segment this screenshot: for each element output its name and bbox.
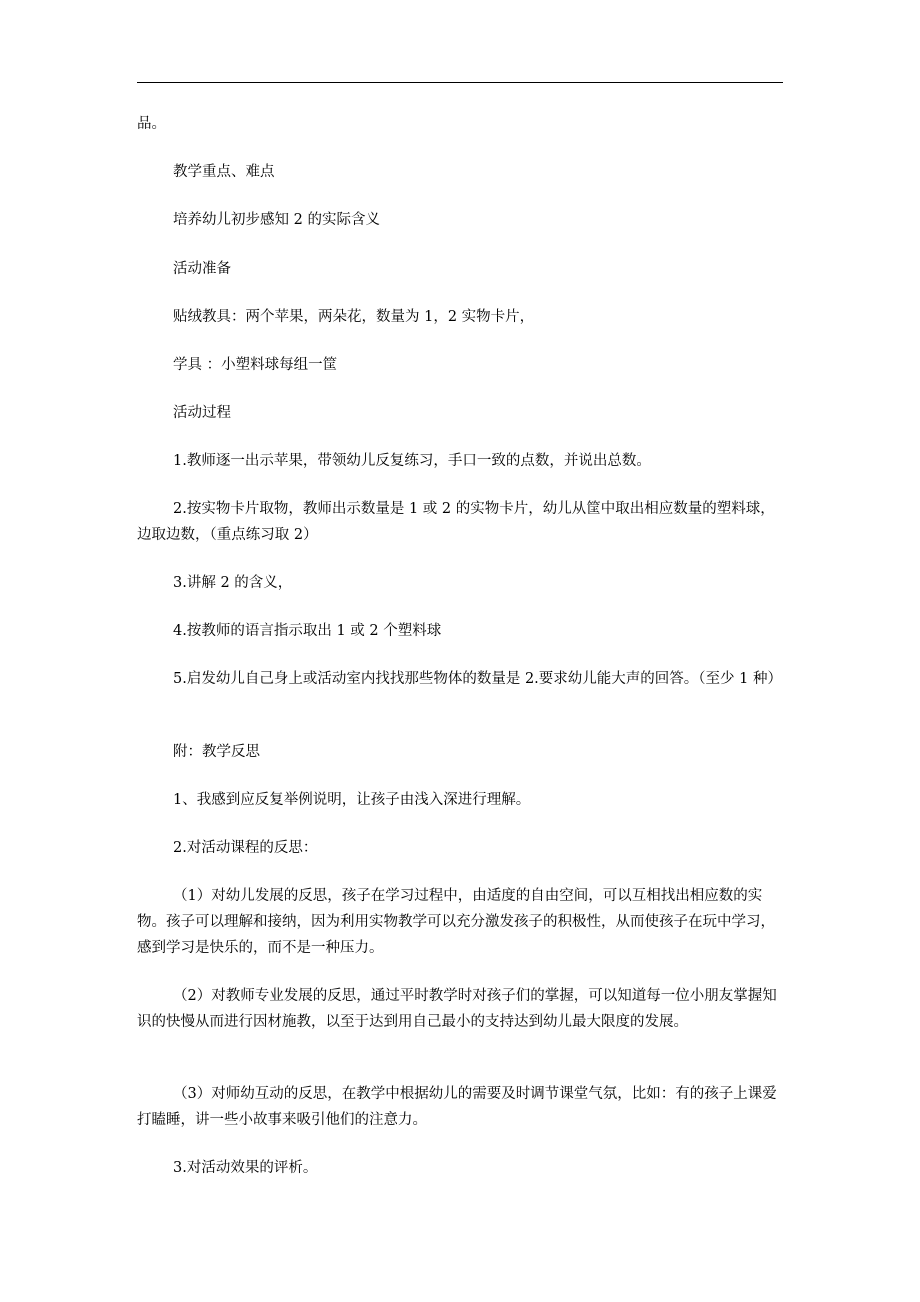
- heading-reflection: 附：教学反思: [173, 744, 260, 760]
- paragraph-learning-aids: 学具 ：小塑料球每组一筐: [173, 357, 338, 373]
- reflection-2-item-2: （2）对教师专业发展的反思，通过平时教学时对孩子们的掌握，可以知道每一位小朋友掌握知识的快慢从而进行因材施教，以至于达到用自己最小的支持达到幼儿最大限度的发展。: [137, 988, 777, 1030]
- heading-preparation: 活动准备: [173, 261, 231, 277]
- reflection-2: 2.对活动课程的反思：: [173, 840, 318, 856]
- reflection-1: 1、我感到应反复举例说明，让孩子由浅入深进行理解。: [173, 792, 531, 808]
- step-1: 1.教师逐一出示苹果，带领幼儿反复练习，手口一致的点数，并说出总数。: [173, 453, 651, 469]
- heading-process: 活动过程: [173, 405, 231, 421]
- header-rule: [137, 82, 783, 83]
- heading-key-points: 教学重点、难点: [173, 164, 275, 180]
- step-5: 5.启发幼儿自己身上或活动室内找找那些物体的数量是 2.要求幼儿能大声的回答。（至少 1 种）: [173, 671, 782, 687]
- reflection-2-item-1: （1）对幼儿发展的反思，孩子在学习过程中，由适度的自由空间，可以互相找出相应数的实物。孩子可以理解和接纳，因为利用实物教学可以充分激发孩子的积极性，从而使孩子在玩中学习，感到学习是快乐的，而不是一种压力。: [137, 888, 775, 956]
- step-4: 4.按教师的语言指示取出 1 或 2 个塑料球: [173, 623, 442, 639]
- paragraph-continuation: 品。: [137, 116, 166, 132]
- step-3: 3.讲解 2 的含义，: [173, 575, 293, 591]
- reflection-3: 3.对活动效果的评析。: [173, 1160, 318, 1176]
- step-2: 2.按实物卡片取物，教师出示数量是 1 或 2 的实物卡片，幼儿从筐中取出相应数量的塑料球，边取边数，（重点练习取 2）: [137, 501, 775, 543]
- reflection-2-item-3: （3）对师幼互动的反思，在教学中根据幼儿的需要及时调节课堂气氛，比如：有的孩子上课爱打瞌睡，讲一些小故事来吸引他们的注意力。: [137, 1086, 777, 1128]
- paragraph-key-points: 培养幼儿初步感知 2 的实际含义: [173, 212, 380, 228]
- paragraph-teaching-aids: 贴绒教具：两个苹果，两朵花，数量为 1，2 实物卡片，: [173, 309, 535, 325]
